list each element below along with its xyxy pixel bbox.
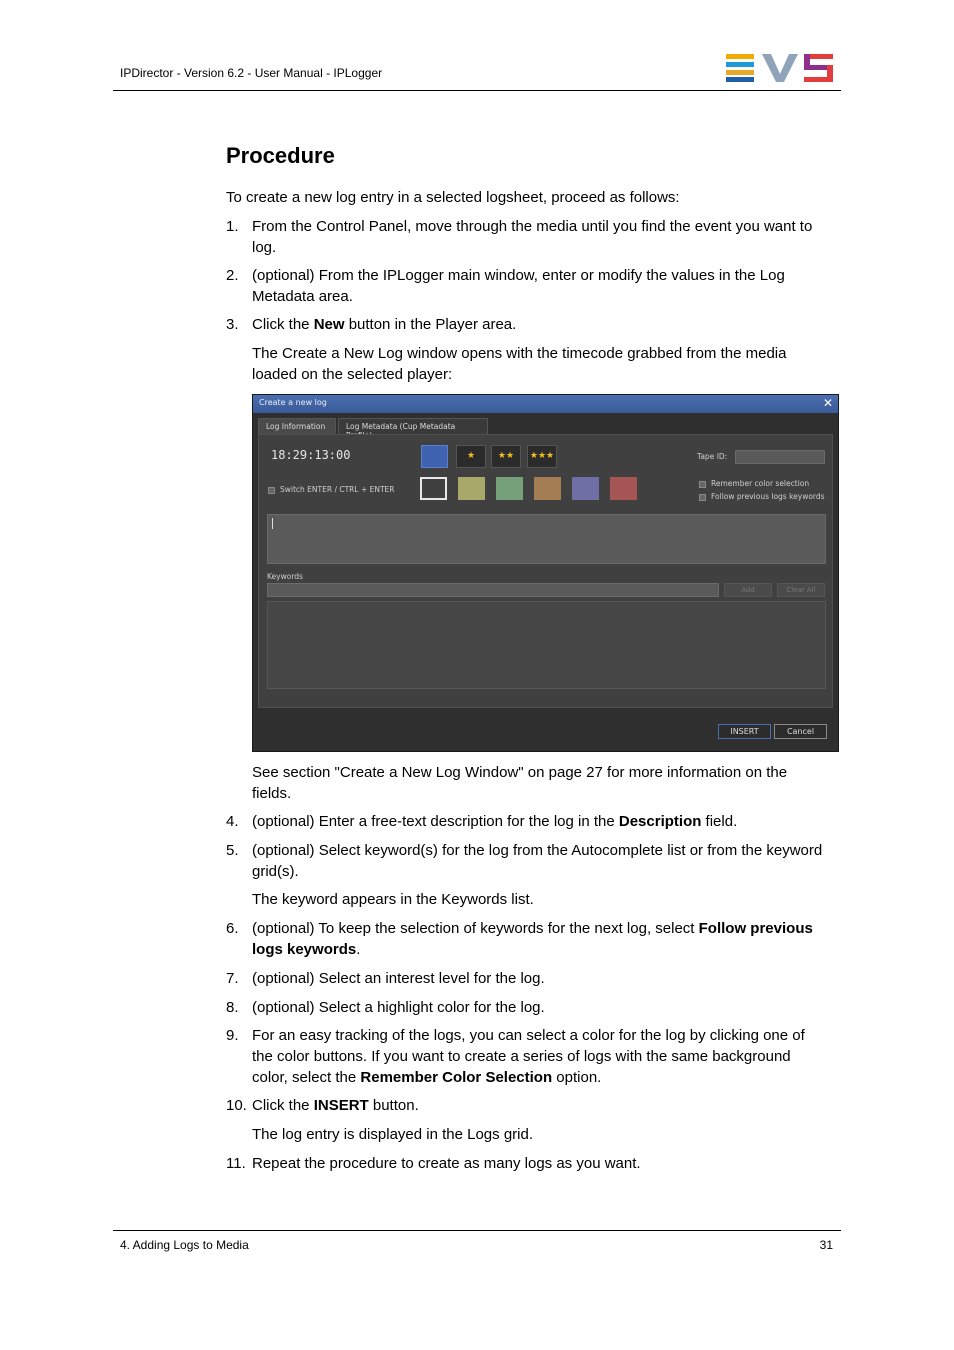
color-button-red bbox=[610, 477, 637, 500]
keywords-list bbox=[267, 601, 826, 689]
step-note: See section "Create a New Log Window" on page 27 for more information on the fields. bbox=[252, 764, 788, 802]
step-note: The Create a New Log window opens with the timecode grabbed from the media loaded on the selected player: bbox=[252, 345, 787, 383]
page-number: 31 bbox=[819, 1238, 833, 1252]
switch-enter-label: Switch ENTER / CTRL + ENTER bbox=[280, 485, 395, 494]
header-rule bbox=[113, 90, 841, 91]
follow-keywords-label: Follow previous logs keywords bbox=[711, 492, 825, 501]
follow-keywords-checkbox bbox=[699, 494, 706, 501]
step-number: 1. bbox=[226, 218, 239, 235]
switch-enter-checkbox bbox=[268, 487, 275, 494]
step-number: 6. bbox=[226, 920, 239, 937]
step-number: 3. bbox=[226, 316, 239, 333]
create-log-dialog-screenshot bbox=[252, 394, 839, 752]
text-cursor bbox=[272, 518, 273, 529]
step-number: 2. bbox=[226, 267, 239, 284]
step-text: (optional) Enter a free-text description for the log in the Description field. bbox=[252, 813, 738, 830]
color-button-green bbox=[496, 477, 523, 500]
step-number: 11. bbox=[226, 1155, 246, 1172]
step-number: 10. bbox=[226, 1097, 247, 1114]
interest-level-none-button bbox=[421, 445, 448, 468]
step-text: Click the INSERT button. bbox=[252, 1097, 419, 1114]
tape-id-field bbox=[735, 450, 825, 464]
star-3-icon: ★★★ bbox=[527, 445, 557, 468]
step-number: 7. bbox=[226, 970, 239, 987]
step-number: 8. bbox=[226, 999, 239, 1016]
page-header-title: IPDirector - Version 6.2 - User Manual - IPLogger bbox=[120, 66, 383, 80]
remember-color-checkbox bbox=[699, 481, 706, 488]
step-text: From the Control Panel, move through the media until you find the event you want to log. bbox=[252, 218, 813, 256]
step-note: The log entry is displayed in the Logs grid. bbox=[252, 1126, 533, 1143]
tape-id-label: Tape ID: bbox=[697, 452, 728, 461]
step-note: The keyword appears in the Keywords list. bbox=[252, 891, 534, 908]
step-text: Repeat the procedure to create as many logs as you want. bbox=[252, 1155, 641, 1172]
color-button-purple bbox=[572, 477, 599, 500]
step-number: 4. bbox=[226, 813, 239, 830]
step-text: (optional) From the IPLogger main window, enter or modify the values in the Log Metadata area. bbox=[252, 267, 785, 305]
section-heading: Procedure bbox=[226, 143, 335, 168]
timecode-display: 18:29:13:00 bbox=[271, 448, 351, 462]
tab-log-information: Log Information bbox=[258, 418, 336, 434]
step-number: 9. bbox=[226, 1027, 239, 1044]
star-1-icon: ★ bbox=[456, 445, 486, 468]
step-number: 5. bbox=[226, 842, 239, 859]
step-text: Click the New button in the Player area. bbox=[252, 316, 517, 333]
keywords-label: Keywords bbox=[267, 572, 303, 581]
star-2-icon: ★★ bbox=[491, 445, 521, 468]
footer-rule bbox=[113, 1230, 841, 1231]
add-keyword-button: Add bbox=[724, 583, 772, 597]
remember-color-label: Remember color selection bbox=[711, 479, 810, 488]
keywords-input bbox=[267, 583, 719, 597]
step-text: (optional) To keep the selection of keywords for the next log, select Follow previous logs keywords. bbox=[252, 920, 813, 958]
step-text: (optional) Select a highlight color for the log. bbox=[252, 999, 545, 1016]
color-button-brown bbox=[534, 477, 561, 500]
step-text: For an easy tracking of the logs, you can select a color for the log by clicking one of the color buttons. If you want to create a series of logs with the same background color, select the Remember Color Selection option. bbox=[252, 1027, 805, 1086]
color-button-olive bbox=[458, 477, 485, 500]
close-icon: ✕ bbox=[822, 396, 833, 410]
color-none-button bbox=[420, 477, 447, 500]
step-text: (optional) Select keyword(s) for the log from the Autocomplete list or from the keyword grid(s). bbox=[252, 842, 823, 880]
dialog-title-bar bbox=[253, 395, 838, 413]
evs-logo bbox=[726, 54, 834, 82]
tab-log-metadata: Log Metadata (Cup Metadata bbox=[338, 418, 488, 434]
footer-chapter: 4. Adding Logs to Media bbox=[120, 1238, 249, 1252]
insert-button: INSERT bbox=[718, 724, 771, 739]
description-field bbox=[267, 514, 826, 564]
cancel-button: Cancel bbox=[774, 724, 827, 739]
intro-text: To create a new log entry in a selected logsheet, proceed as follows: bbox=[226, 189, 680, 206]
dialog-title: Create a new log bbox=[259, 398, 327, 407]
clear-all-button: Clear All bbox=[777, 583, 825, 597]
step-text: (optional) Select an interest level for the log. bbox=[252, 970, 545, 987]
